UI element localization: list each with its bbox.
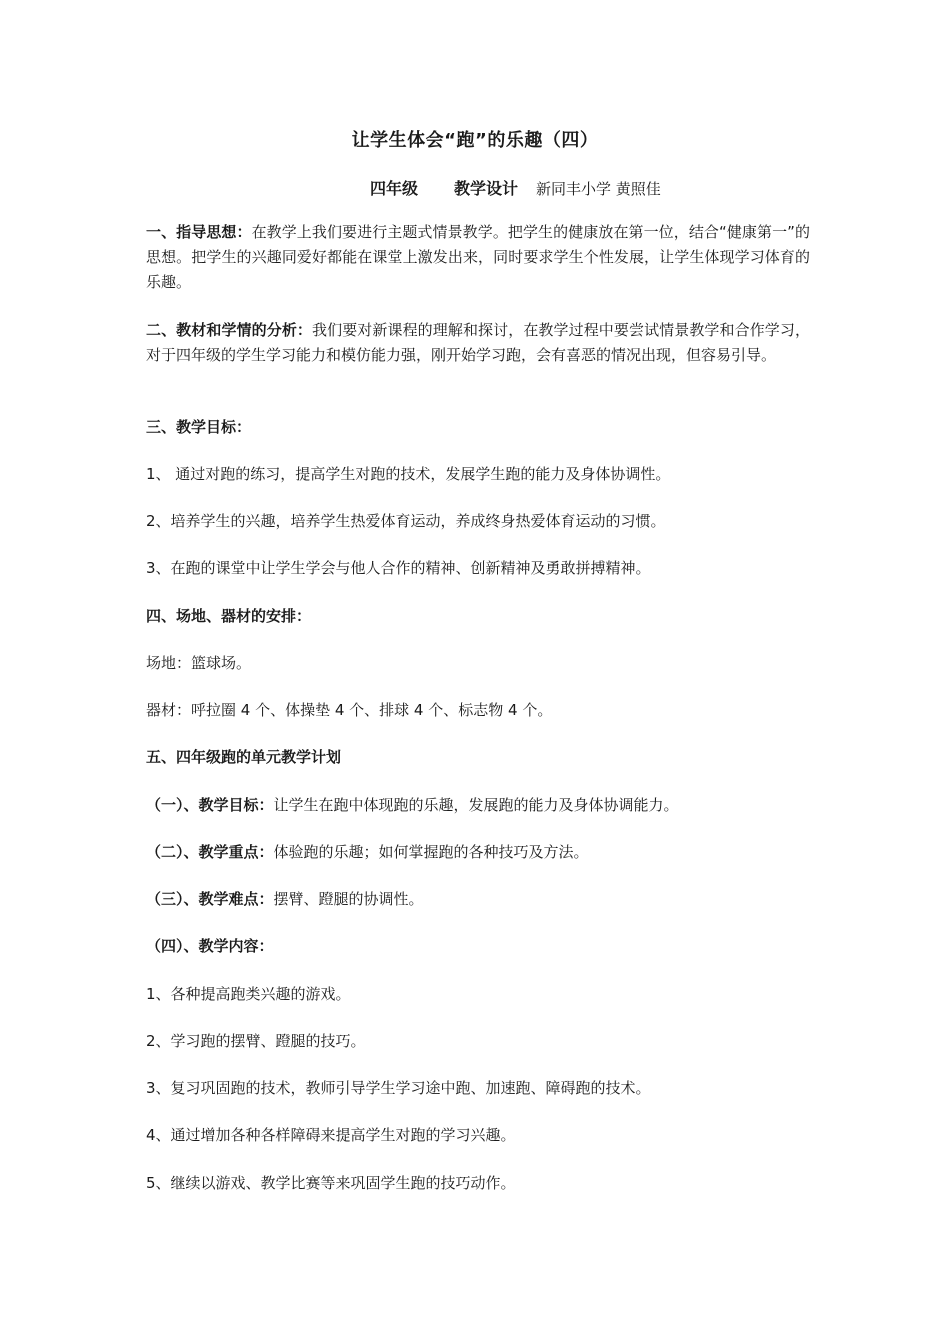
content-item: 4、通过增加各种各样障碍来提高学生对跑的学习兴趣。 [146, 1126, 516, 1144]
section-heading-unit-plan: 五、四年级跑的单元教学计划 [146, 748, 342, 766]
section-heading-venue: 四、场地、器材的安排： [146, 607, 312, 625]
unit-difficulty-label: （三）、教学难点： [146, 890, 274, 908]
unit-content-label: （四）、教学内容： [146, 937, 274, 955]
author-label: 新同丰小学 黄照佳 [536, 180, 661, 198]
unit-key-text: 体验跑的乐趣；如何掌握跑的各种技巧及方法。 [273, 843, 589, 861]
section-heading: 二、教材和学情的分析： [146, 321, 313, 339]
grade-label: 四年级 [370, 179, 419, 198]
section-text: 在教学上我们要进行主题式情景教学。把学生的健康放在第一位，结合“健康第一”的思想。把学生的兴趣同爱好都能在课堂上激发出来，同时要求学生个性发展，让学生体现学习体育的乐趣。 [146, 223, 810, 291]
content-item: 1、各种提高跑类兴趣的游戏。 [146, 985, 351, 1003]
goal-item: 2、培养学生的兴趣，培养学生热爱体育运动，养成终身热爱体育运动的习惯。 [146, 512, 666, 530]
content-item: 2、学习跑的摆臂、蹬腿的技巧。 [146, 1032, 366, 1050]
content-item: 3、复习巩固跑的技术，教师引导学生学习途中跑、加速跑、障碍跑的技术。 [146, 1079, 651, 1097]
unit-goal-label: （一）、教学目标： [146, 796, 274, 814]
content-item: 5、继续以游戏、教学比赛等来巩固学生跑的技巧动作。 [146, 1174, 516, 1192]
goal-item: 1、 通过对跑的练习，提高学生对跑的技术，发展学生跑的能力及身体协调性。 [146, 465, 671, 483]
unit-key-point [146, 840, 589, 865]
unit-goal-text: 让学生在跑中体现跑的乐趣，发展跑的能力及身体协调能力。 [273, 796, 679, 814]
venue-line: 场地：篮球场。 [146, 654, 252, 672]
section-text: 我们要对新课程的理解和探讨，在教学过程中要尝试情景教学和合作学习，对于四年级的学生学习能力和模仿能力强，刚开始学习跑，会有喜恶的情况出现，但容易引导。 [146, 321, 810, 364]
goal-item: 3、在跑的课堂中让学生学会与他人合作的精神、创新精神及勇敢拼搏精神。 [146, 559, 651, 577]
unit-key-label: （二）、教学重点： [146, 843, 274, 861]
document-subtitle [370, 176, 661, 199]
equipment-line: 器材：呼拉圈 4 个、体操垫 4 个、排球 4 个、标志物 4 个。 [146, 701, 553, 719]
section-heading-goals: 三、教学目标： [146, 418, 252, 436]
document-title: 让学生体会“跑”的乐趣（四） [351, 130, 599, 151]
unit-difficulty [146, 887, 424, 912]
design-label: 教学设计 [454, 179, 519, 198]
section-heading: 一、指导思想： [146, 223, 252, 241]
unit-difficulty-text: 摆臂、蹬腿的协调性。 [273, 890, 424, 908]
unit-goal [146, 793, 679, 818]
section-material-analysis [146, 318, 810, 368]
section-guiding-thought [146, 220, 810, 295]
